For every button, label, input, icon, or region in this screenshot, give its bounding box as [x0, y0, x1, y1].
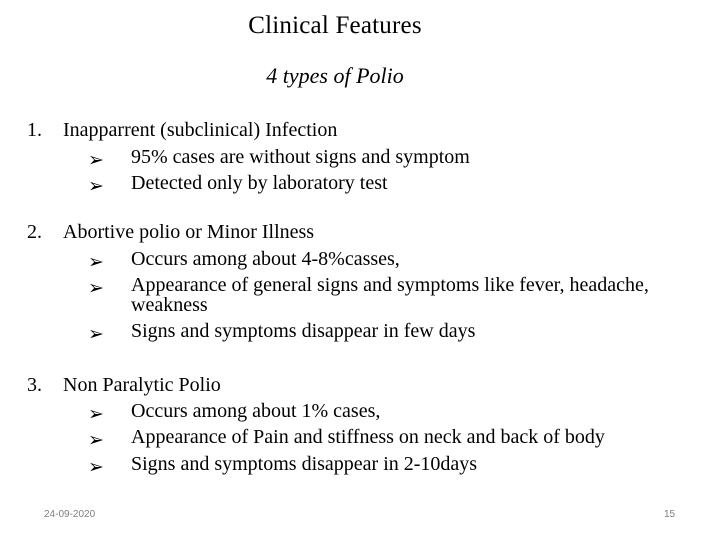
slide-subtitle: 4 types of Polio — [266, 63, 404, 88]
arrow-bullet-icon: ➢ — [88, 403, 104, 425]
bullet-text: Occurs among about 4-8%casses, — [131, 248, 400, 270]
item-number: 1. — [27, 119, 42, 141]
item-number: 3. — [27, 374, 42, 396]
bullet-text: 95% cases are without signs and symptom — [131, 146, 470, 168]
bullet-text: Signs and symptoms disappear in few days — [131, 320, 476, 342]
arrow-bullet-icon: ➢ — [88, 277, 104, 299]
arrow-bullet-icon: ➢ — [88, 456, 104, 478]
footer-date: 24-09-2020 — [44, 509, 96, 520]
bullet-text: Signs and symptoms disappear in 2-10days — [131, 453, 478, 475]
bullet-text: Appearance of general signs and symptoms like fever, headache, weakness — [131, 274, 649, 316]
page-number: 15 — [664, 509, 676, 520]
bullet-text: Appearance of Pain and stiffness on neck and back of body — [131, 426, 605, 448]
item-number: 2. — [27, 221, 42, 243]
slide-title: Clinical Features — [248, 12, 422, 39]
bullet-text: Occurs among about 1% cases, — [131, 400, 381, 422]
arrow-bullet-icon: ➢ — [88, 149, 104, 171]
item-heading: Abortive polio or Minor Illness — [63, 221, 315, 243]
arrow-bullet-icon: ➢ — [88, 323, 104, 345]
arrow-bullet-icon: ➢ — [88, 429, 104, 451]
item-heading: Non Paralytic Polio — [63, 374, 221, 396]
arrow-bullet-icon: ➢ — [88, 175, 104, 197]
item-heading: Inapparrent (subclinical) Infection — [63, 119, 338, 141]
arrow-bullet-icon: ➢ — [88, 251, 104, 273]
bullet-text: Detected only by laboratory test — [131, 172, 388, 194]
